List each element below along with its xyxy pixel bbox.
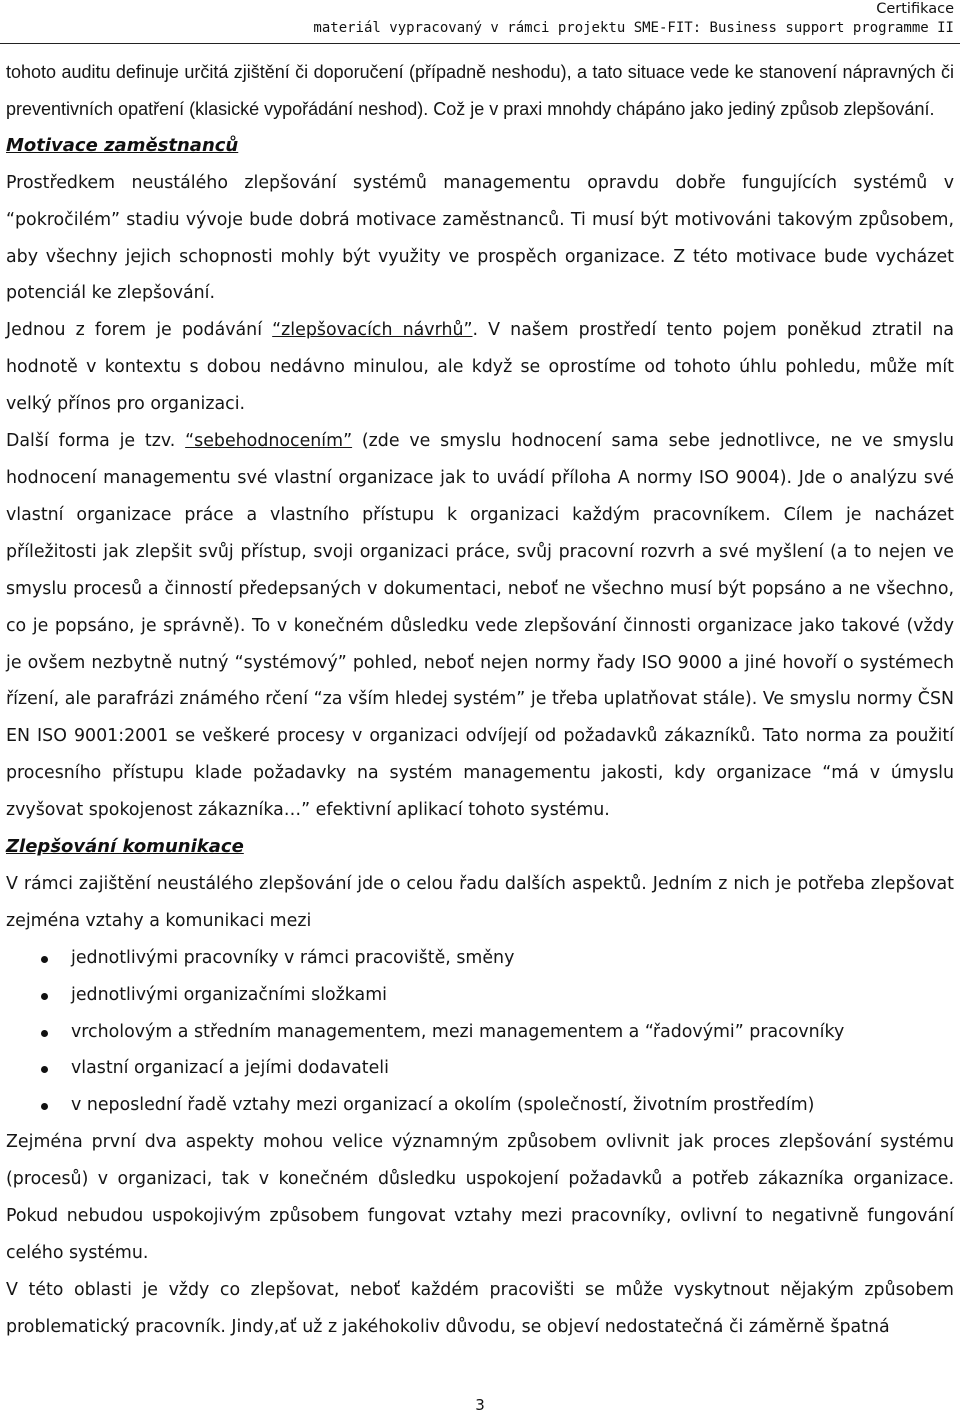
p2-post-text: . V našem prostředí tento pojem poněkud ztratil na hodnotě v kontextu s dobou nedávno minulou, ale když se oprostíme od tohoto úhlu pohledu, může mít velký přínos pro organizaci. xyxy=(6,320,954,415)
p3-pre-text: Další forma je tzv. xyxy=(6,431,186,452)
list-item: jednotlivými organizačními složkami xyxy=(6,977,954,1014)
p2-pre-text: Jednou z forem je podávání xyxy=(6,320,273,341)
communication-paragraph-3: V této oblasti je vždy co zlepšovat, neboť každém pracovišti se může vyskytnout nějakým způsobem problematický pracovník. Jindy,ať už z jakéhokoliv důvodu, se objeví nedostatečná či záměrně špatná xyxy=(6,1279,954,1337)
communication-bullet-list xyxy=(6,940,954,1125)
list-item: vlastní organizací a jejími dodavateli xyxy=(6,1050,954,1087)
p3-post-text: (zde ve smyslu hodnocení sama sebe jednotlivce, ne ve smyslu hodnocení managementu své vlastní organizace jak to uvádí příloha A normy ISO 9004). Jde o analýzu své vlastní organizace práce a vlastního přístupu k organizaci každým pracovníkem. Cílem je nacházet příležitosti jak zlepšit svůj přístup, svoji organizaci práce, svůj pracovní rozvrh a své myšlení (a to nejen ve smyslu procesů a činností předepsaných v dokumentaci, neboť ne všechno musí být popsáno a ne všechno, co je popsáno, je správně). To v konečném důsledku vede zlepšování činnosti organizace jako takové (vždy je ovšem nezbytně nutný “systémový” pohled, neboť nejen normy řady ISO 9000 a jiné hovoří o systémech řízení, ale parafrázi známého rčení “za vším hledej systém” je třeba uplatňovat stále). Ve smyslu normy ČSN EN ISO 9001:2001 se veškeré procesy v organizaci odvíjejí od požadavků zákazníků. Tato norma za použití procesního přístupu klade požadavky na systém managementu jakosti, kdy organizace “má v úmyslu zvyšovat spokojenost zákazníka…” efektivní aplikací tohoto systému. xyxy=(6,431,954,821)
self-assessment-term: “sebehodnocením” xyxy=(185,431,353,452)
document-body xyxy=(6,54,954,1346)
list-item: jednotlivými pracovníky v rámci pracoviště, směny xyxy=(6,940,954,977)
section-heading-communication: Zlepšování komunikace xyxy=(6,836,244,858)
header-title: Certifikace xyxy=(876,1,954,17)
motivation-paragraph-3 xyxy=(6,423,954,829)
communication-paragraph-1: V rámci zajištění neustálého zlepšování jde o celou řadu dalších aspektů. Jedním z nich je potřeba zlepšovat zejména vztahy a komunikaci mezi xyxy=(6,873,954,931)
intro-paragraph: tohoto auditu definuje určitá zjištění či doporučení (případně neshodu), a tato situace vede ke stanovení nápravných či preventivních opatření (klasické vypořádání neshod). Což je v praxi mnohdy chápáno jako jediný způsob zlepšování. xyxy=(6,62,954,119)
header-divider xyxy=(0,43,960,44)
motivation-paragraph-2 xyxy=(6,312,954,423)
page-header xyxy=(313,0,954,38)
section-heading-motivation: Motivace zaměstnanců xyxy=(6,134,239,156)
header-subtitle: materiál vypracovaný v rámci projektu SME-FIT: Business support programme II xyxy=(313,20,954,36)
communication-paragraph-2: Zejména první dva aspekty mohou velice významným způsobem ovlivnit jak proces zlepšování systému (procesů) v organizaci, tak v konečném důsledku uspokojení požadavků a potřeb zákazníka organizace. Pokud nebudou uspokojivým způsobem fungovat vztahy mezi pracovníky, ovlivní to negativně fungování celého systému. xyxy=(6,1132,954,1263)
page-number: 3 xyxy=(475,1396,485,1414)
motivation-paragraph-1: Prostředkem neustálého zlepšování systémů managementu opravdu dobře fungujících systémů v “pokročilém” stadiu vývoje bude dobrá motivace zaměstnanců. Ti musí být motivováni takovým způsobem, aby všechny jejich schopnosti mohly být využity ve prospěch organizace. Z této motivace bude vycházet potenciál ke zlepšování. xyxy=(6,172,954,304)
list-item: vrcholovým a středním managementem, mezi managementem a “řadovými” pracovníky xyxy=(6,1014,954,1051)
improvement-proposals-term: “zlepšovacích návrhů” xyxy=(272,320,473,341)
list-item: v neposlední řadě vztahy mezi organizací a okolím (společností, životním prostředím) xyxy=(6,1087,954,1124)
